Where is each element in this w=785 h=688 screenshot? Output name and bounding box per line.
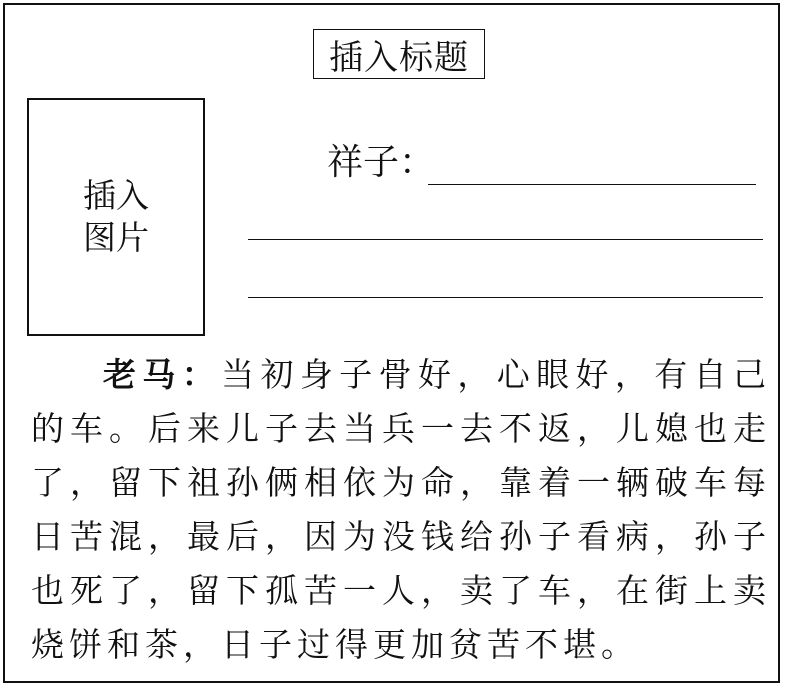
- laoma-text: 当初身子骨好，心眼好，有自己的车。后来儿子去当兵一去不返，儿媳也走了，留下祖孙俩相依为命，靠着一辆破车每日苦混，最后，因为没钱给孙子看病，孙子也死了，留下孤苦一人，卖了车，在街上卖烧饼和茶，日子过得更加贫苦不堪。: [31, 355, 771, 664]
- answer-line-3: [248, 297, 763, 298]
- image-placeholder-label: 插入图片: [83, 176, 149, 257]
- laoma-label: 老马：: [103, 355, 222, 394]
- answer-line-1: [428, 184, 756, 185]
- answer-line-2: [248, 239, 763, 240]
- title-placeholder: 插入标题: [313, 29, 485, 79]
- xiangzi-label: 祥子：: [327, 142, 436, 183]
- worksheet-frame: [3, 3, 780, 683]
- laoma-paragraph: [31, 348, 771, 672]
- image-placeholder: [27, 98, 205, 336]
